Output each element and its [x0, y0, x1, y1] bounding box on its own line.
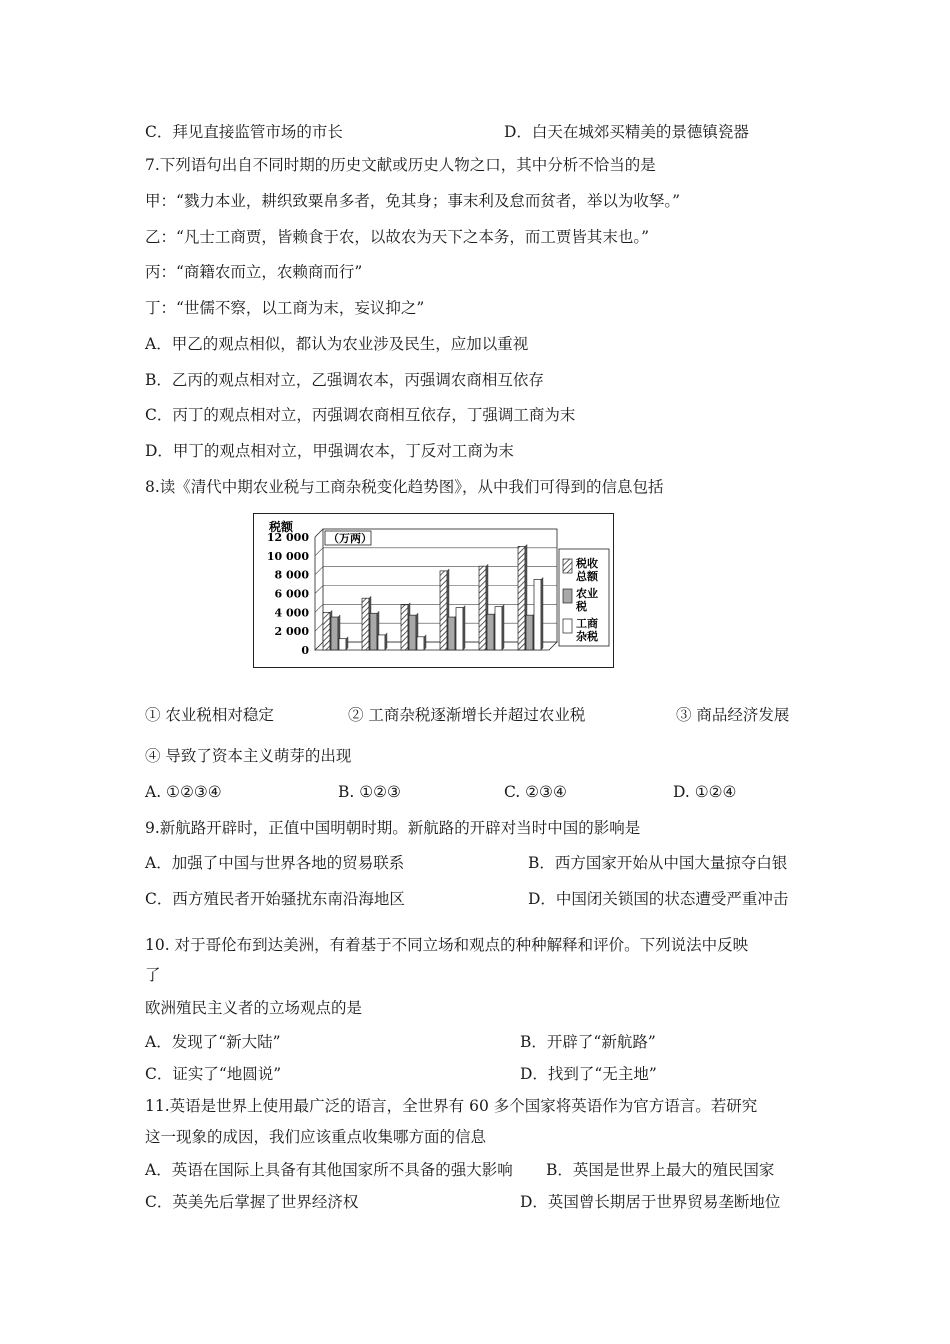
- bar-工商杂税: [495, 607, 502, 650]
- bar-税收总额: [323, 612, 330, 650]
- q9-option-d: D．中国闭关锁国的状态遭受严重冲击: [528, 890, 789, 908]
- y-tick-label: 2 000: [274, 625, 309, 639]
- bar-side-工商杂税: [385, 633, 387, 650]
- bar-工商杂税: [339, 639, 346, 650]
- q9-stem: 9.新航路开辟时，正值中国明朝时期。新航路的开辟对当时中国的影响是: [145, 819, 641, 837]
- bar-农业税: [526, 615, 533, 650]
- q9-option-c: C．西方殖民者开始骚扰东南沿海地区: [145, 890, 405, 908]
- bar-税收总额: [440, 571, 447, 650]
- legend-label-工商杂税: 工商: [576, 617, 598, 630]
- q10-stem-line-2: 了: [145, 966, 161, 984]
- legend-label-税收总额: 总额: [576, 570, 598, 583]
- tax-chart-svg: [253, 513, 614, 668]
- legend-label-农业税: 农业: [576, 587, 598, 600]
- bar-工商杂税: [378, 635, 385, 650]
- legend-label-农业税: 税: [576, 600, 587, 613]
- q10-option-b: B．开辟了“新航路”: [520, 1033, 656, 1051]
- bar-农业税: [331, 617, 338, 650]
- bar-农业税: [448, 617, 455, 650]
- y-tick-label: 8 000: [274, 568, 309, 582]
- bar-农业税: [370, 613, 377, 650]
- bar-side-工商杂税: [463, 606, 465, 650]
- bar-农业税: [487, 614, 494, 650]
- bar-税收总额: [401, 605, 408, 650]
- unit-label: （万两）: [328, 532, 372, 545]
- bar-side-工商杂税: [541, 577, 543, 650]
- q11-stem-line-2: 这一现象的成因，我们应该重点收集哪方面的信息: [145, 1128, 487, 1146]
- y-tick-label: 6 000: [274, 587, 309, 601]
- q8-statement-4: ④ 导致了资本主义萌芽的出现: [145, 747, 352, 765]
- q8-option-c: C. ②③④: [504, 783, 567, 801]
- q8-stem: 8.读《清代中期农业税与工商杂税变化趋势图》，从中我们可得到的信息包括: [145, 478, 664, 496]
- q11-option-c: C．英美先后掌握了世界经济权: [145, 1193, 359, 1211]
- y-tick-label: 0: [301, 644, 309, 657]
- bar-工商杂税: [534, 579, 541, 650]
- q7-quote-yi: 乙：“凡士工商贾，皆赖食于农，以故农为天下之本务，而工贾皆其末也。”: [145, 228, 650, 246]
- bar-side-工商杂税: [346, 637, 348, 650]
- q9-option-a: A．加强了中国与世界各地的贸易联系: [145, 854, 405, 872]
- legend-swatch-农业税: [563, 589, 572, 603]
- q10-option-d: D．找到了“无主地”: [520, 1065, 657, 1083]
- q6-option-d: D．白天在城郊买精美的景德镇瓷器: [504, 123, 749, 141]
- q7-quote-ding: 丁：“世儒不察，以工商为末，妄议抑之”: [145, 299, 425, 317]
- legend-swatch-税收总额: [563, 559, 572, 573]
- y-axis-label: 税额: [269, 520, 294, 534]
- y-tick-label: 4 000: [274, 606, 309, 620]
- q10-option-a: A．发现了“新大陆”: [145, 1033, 281, 1051]
- q11-option-d: D．英国曾长期居于世界贸易垄断地位: [520, 1193, 781, 1211]
- q6-option-c: C．拜见直接监管市场的市长: [145, 123, 343, 141]
- q7-option-b: B．乙丙的观点相对立，乙强调农本，丙强调农商相互依存: [145, 371, 544, 389]
- legend-swatch-工商杂税: [563, 619, 572, 633]
- q7-quote-jia: 甲：“戮力本业，耕织致粟帛多者，免其身；事末利及怠而贫者，举以为收孥。”: [145, 192, 681, 210]
- q7-quote-bing: 丙：“商籍农而立，农赖商而行”: [145, 263, 363, 281]
- q10-stem-line-3: 欧洲殖民主义者的立场观点的是: [145, 999, 363, 1017]
- q8-option-a: A. ①②③④: [145, 783, 222, 801]
- bar-税收总额: [479, 566, 486, 650]
- q7-option-a: A．甲乙的观点相似，都认为农业涉及民生，应加以重视: [145, 335, 529, 353]
- bar-side-工商杂税: [502, 605, 504, 650]
- q7-option-c: C．丙丁的观点相对立，丙强调农商相互依存，丁强调工商为末: [145, 406, 576, 424]
- y-tick-label: 10 000: [266, 549, 309, 563]
- bar-side-工商杂税: [424, 635, 426, 650]
- bar-农业税: [409, 615, 416, 650]
- bar-税收总额: [362, 598, 369, 650]
- bar-税收总额: [518, 546, 525, 650]
- q11-stem-line-1: 11.英语是世界上使用最广泛的语言，全世界有 60 多个国家将英语作为官方语言。若研究: [145, 1097, 758, 1115]
- q11-option-a: A．英语在国际上具备有其他国家所不具备的强大影响: [145, 1161, 513, 1179]
- q8-statement-2: ② 工商杂税逐渐增长并超过农业税: [348, 706, 586, 724]
- tax-trend-chart: [253, 513, 614, 668]
- q7-option-d: D．甲丁的观点相对立，甲强调农本，丁反对工商为末: [145, 442, 514, 460]
- legend-label-工商杂税: 杂税: [576, 630, 598, 643]
- y-tick-label: 12 000: [266, 531, 309, 544]
- q11-option-b: B．英国是世界上最大的殖民国家: [546, 1161, 775, 1179]
- bar-工商杂税: [456, 608, 463, 650]
- q7-stem: 7.下列语句出自不同时期的历史文献或历史人物之口，其中分析不恰当的是: [145, 156, 656, 174]
- q10-option-c: C．证实了“地圆说”: [145, 1065, 282, 1083]
- q8-statement-1: ① 农业税相对稳定: [145, 706, 274, 724]
- q8-option-d: D. ①②④: [673, 783, 737, 801]
- q8-statement-3: ③ 商品经济发展: [676, 706, 790, 724]
- q10-stem-line-1: 10. 对于哥伦布到达美洲，有着基于不同立场和观点的种种解释和评价。下列说法中反映: [145, 936, 749, 954]
- q9-option-b: B．西方国家开始从中国大量掠夺白银: [528, 854, 788, 872]
- q8-option-b: B. ①②③: [338, 783, 401, 801]
- bar-工商杂税: [417, 637, 424, 650]
- legend-label-税收总额: 税收: [576, 557, 598, 570]
